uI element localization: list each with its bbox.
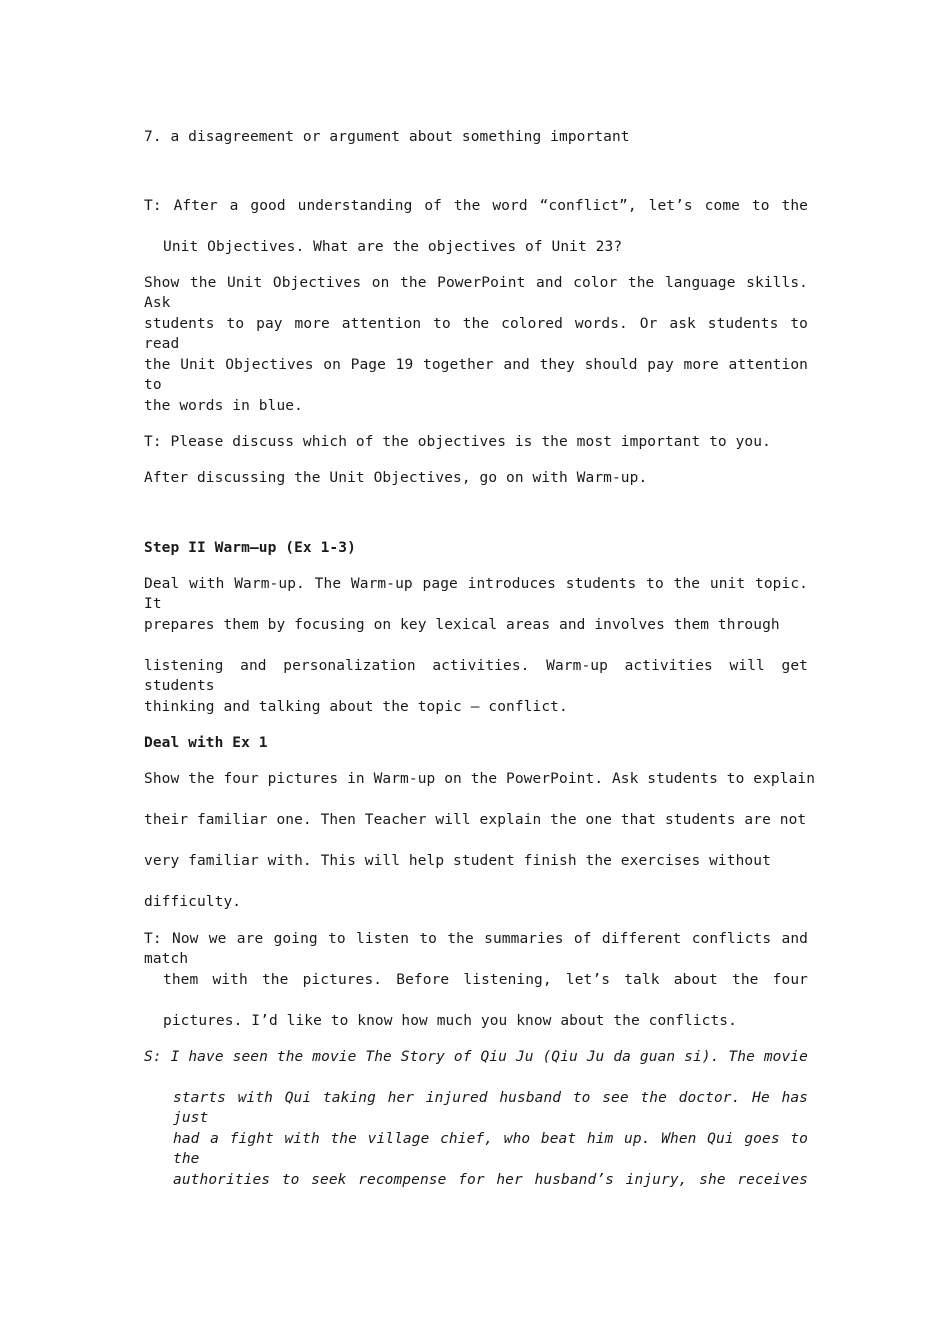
teacher-line: T: Now we are going to listen to the summaries of different conflicts and match: [144, 931, 808, 967]
paragraph-line: the words in blue.: [144, 398, 303, 414]
paragraph-line: their familiar one. Then Teacher will explain the one that students are not: [144, 812, 807, 828]
paragraph-line: thinking and talking about the topic — conflict.: [144, 699, 568, 715]
teacher-line: T: After a good understanding of the word “conflict”, let’s come to the: [144, 198, 808, 214]
paragraph-line: After discussing the Unit Objectives, go on with Warm-up.: [144, 470, 648, 486]
subsection-heading: Deal with Ex 1: [144, 735, 268, 751]
list-item-7: 7. a disagreement or argument about something important: [144, 129, 630, 145]
paragraph-line: the Unit Objectives on Page 19 together and they should pay more attention to: [144, 357, 808, 393]
paragraph-line: Deal with Warm-up. The Warm-up page introduces students to the unit topic. It: [144, 576, 808, 612]
paragraph-line: listening and personalization activities. Warm-up activities will get students: [144, 658, 808, 694]
section-heading: Step II Warm–up (Ex 1-3): [144, 540, 356, 556]
paragraph-line: Show the Unit Objectives on the PowerPoint and color the language skills. Ask: [144, 275, 808, 311]
student-line: S: I have seen the movie The Story of Qiu Ju (Qiu Ju da guan si). The movie: [144, 1049, 808, 1065]
teacher-line: T: Please discuss which of the objectives is the most important to you.: [144, 434, 771, 450]
paragraph-line: students to pay more attention to the colored words. Or ask students to read: [144, 316, 808, 352]
paragraph-line: prepares them by focusing on key lexical areas and involves them through: [144, 617, 780, 633]
student-line-cont: had a fight with the village chief, who beat him up. When Qui goes to the: [173, 1131, 808, 1167]
teacher-line-cont: them with the pictures. Before listening, let’s talk about the four: [163, 972, 808, 988]
paragraph-line: difficulty.: [144, 894, 242, 910]
teacher-line-cont: pictures. I’d like to know how much you know about the conflicts.: [163, 1013, 737, 1029]
student-line-cont: starts with Qui taking her injured husband to see the doctor. He has just: [173, 1090, 808, 1126]
paragraph-line: very familiar with. This will help student finish the exercises without: [144, 853, 771, 869]
student-line-cont: authorities to seek recompense for her husband’s injury, she receives: [173, 1172, 808, 1188]
teacher-line-cont: Unit Objectives. What are the objectives of Unit 23?: [163, 239, 623, 255]
paragraph-line: Show the four pictures in Warm-up on the PowerPoint. Ask students to explain: [144, 771, 816, 787]
